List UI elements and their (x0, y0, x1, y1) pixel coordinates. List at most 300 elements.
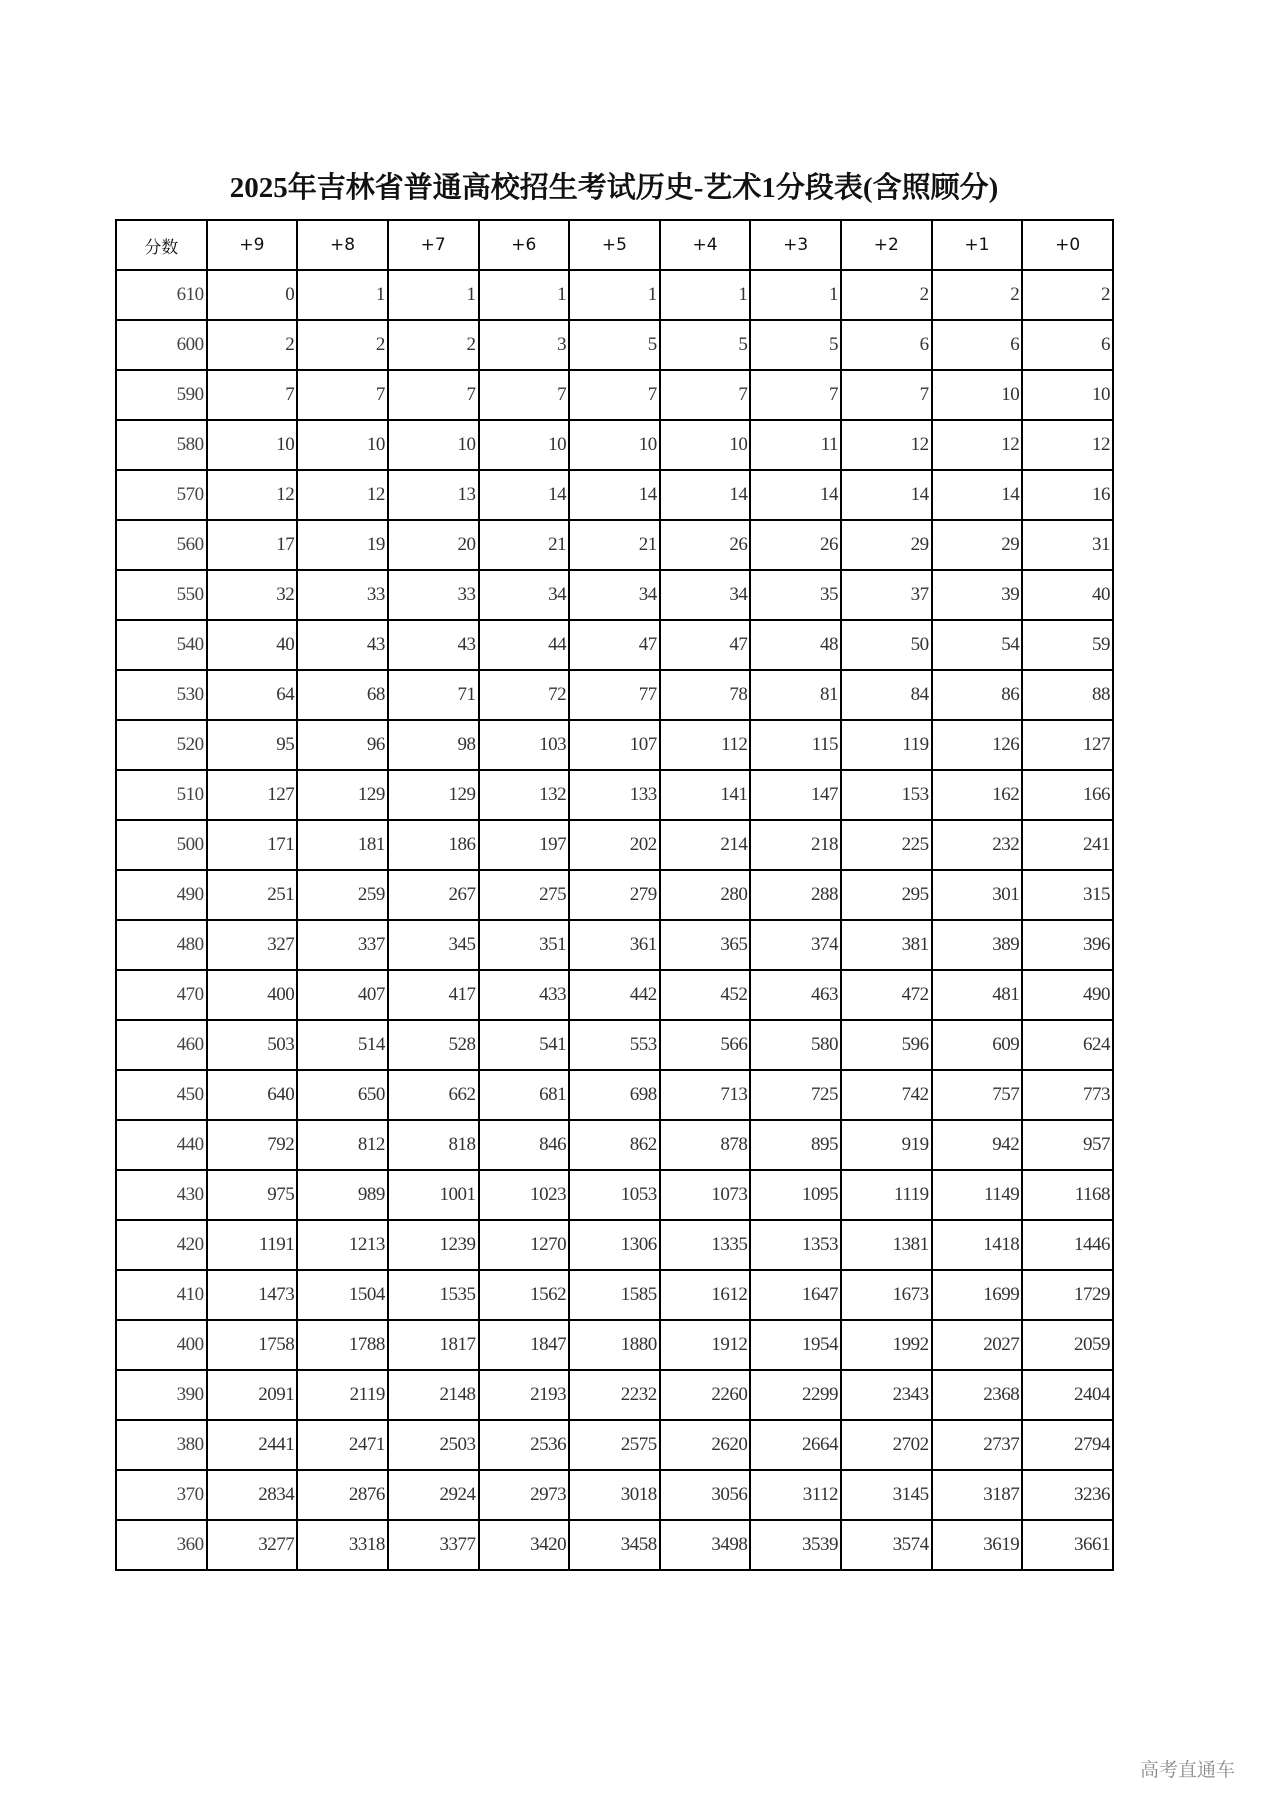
table-row (116, 270, 1113, 320)
cumulative-count-cell: 33 (297, 570, 388, 620)
cumulative-count-cell: 232 (932, 820, 1023, 870)
cumulative-count-cell: 1699 (932, 1270, 1023, 1320)
score-cell: 390 (116, 1370, 207, 1420)
cumulative-count-cell: 133 (569, 770, 660, 820)
cumulative-count-cell: 14 (479, 470, 570, 520)
cumulative-count-cell: 34 (660, 570, 751, 620)
score-cell: 450 (116, 1070, 207, 1120)
table-row (116, 670, 1113, 720)
score-cell: 600 (116, 320, 207, 370)
cumulative-count-cell: 389 (932, 920, 1023, 970)
cumulative-count-cell: 2027 (932, 1320, 1023, 1370)
watermark-text: 高考直通车 (1140, 1759, 1236, 1781)
cumulative-count-cell: 452 (660, 970, 751, 1020)
cumulative-count-cell: 1585 (569, 1270, 660, 1320)
cumulative-count-cell: 2 (841, 270, 932, 320)
cumulative-count-cell: 126 (932, 720, 1023, 770)
cumulative-count-cell: 78 (660, 670, 751, 720)
cumulative-count-cell: 1073 (660, 1170, 751, 1220)
cumulative-count-cell: 1647 (750, 1270, 841, 1320)
cumulative-count-cell: 129 (297, 770, 388, 820)
cumulative-count-cell: 3661 (1022, 1520, 1113, 1570)
cumulative-count-cell: 1 (569, 270, 660, 320)
cumulative-count-cell: 275 (479, 870, 570, 920)
cumulative-count-cell: 20 (388, 520, 479, 570)
cumulative-count-cell: 5 (569, 320, 660, 370)
score-cell: 560 (116, 520, 207, 570)
cumulative-count-cell: 374 (750, 920, 841, 970)
score-cell: 570 (116, 470, 207, 520)
cumulative-count-cell: 2876 (297, 1470, 388, 1520)
cumulative-count-cell: 1353 (750, 1220, 841, 1270)
cumulative-count-cell: 1504 (297, 1270, 388, 1320)
cumulative-count-cell: 407 (297, 970, 388, 1020)
cumulative-count-cell: 1119 (841, 1170, 932, 1220)
cumulative-count-cell: 2260 (660, 1370, 751, 1420)
score-cell: 590 (116, 370, 207, 420)
cumulative-count-cell: 39 (932, 570, 1023, 620)
cumulative-count-cell: 7 (750, 370, 841, 420)
cumulative-count-cell: 3112 (750, 1470, 841, 1520)
cumulative-count-cell: 1788 (297, 1320, 388, 1370)
cumulative-count-cell: 942 (932, 1120, 1023, 1170)
table-row (116, 1170, 1113, 1220)
table-row (116, 420, 1113, 470)
table-row (116, 1220, 1113, 1270)
score-cell: 490 (116, 870, 207, 920)
cumulative-count-cell: 59 (1022, 620, 1113, 670)
cumulative-count-cell: 7 (388, 370, 479, 420)
cumulative-count-cell: 2 (207, 320, 298, 370)
cumulative-count-cell: 2299 (750, 1370, 841, 1420)
cumulative-count-cell: 1446 (1022, 1220, 1113, 1270)
cumulative-count-cell: 541 (479, 1020, 570, 1070)
cumulative-count-cell: 33 (388, 570, 479, 620)
cumulative-count-cell: 12 (932, 420, 1023, 470)
cumulative-count-cell: 490 (1022, 970, 1113, 1020)
cumulative-count-cell: 580 (750, 1020, 841, 1070)
table-row (116, 1320, 1113, 1370)
cumulative-count-cell: 792 (207, 1120, 298, 1170)
cumulative-count-cell: 1612 (660, 1270, 751, 1320)
cumulative-count-cell: 3377 (388, 1520, 479, 1570)
score-cell: 370 (116, 1470, 207, 1520)
cumulative-count-cell: 64 (207, 670, 298, 720)
cumulative-count-cell: 14 (841, 470, 932, 520)
cumulative-count-cell: 957 (1022, 1120, 1113, 1170)
cumulative-count-cell: 2059 (1022, 1320, 1113, 1370)
cumulative-count-cell: 1270 (479, 1220, 570, 1270)
cumulative-count-cell: 1001 (388, 1170, 479, 1220)
cumulative-count-cell: 503 (207, 1020, 298, 1070)
score-cell: 550 (116, 570, 207, 620)
cumulative-count-cell: 1053 (569, 1170, 660, 1220)
cumulative-count-cell: 2620 (660, 1420, 751, 1470)
cumulative-count-cell: 1992 (841, 1320, 932, 1370)
cumulative-count-cell: 640 (207, 1070, 298, 1120)
cumulative-count-cell: 10 (297, 420, 388, 470)
cumulative-count-cell: 1817 (388, 1320, 479, 1370)
cumulative-count-cell: 2471 (297, 1420, 388, 1470)
table-row (116, 820, 1113, 870)
cumulative-count-cell: 3145 (841, 1470, 932, 1520)
cumulative-count-cell: 12 (841, 420, 932, 470)
cumulative-count-cell: 16 (1022, 470, 1113, 520)
cumulative-count-cell: 132 (479, 770, 570, 820)
table-row (116, 970, 1113, 1020)
cumulative-count-cell: 725 (750, 1070, 841, 1120)
cumulative-count-cell: 365 (660, 920, 751, 970)
cumulative-count-cell: 29 (932, 520, 1023, 570)
cumulative-count-cell: 44 (479, 620, 570, 670)
cumulative-count-cell: 181 (297, 820, 388, 870)
cumulative-count-cell: 463 (750, 970, 841, 1020)
cumulative-count-cell: 1562 (479, 1270, 570, 1320)
cumulative-count-cell: 162 (932, 770, 1023, 820)
cumulative-count-cell: 2536 (479, 1420, 570, 1470)
cumulative-count-cell: 103 (479, 720, 570, 770)
table-row (116, 320, 1113, 370)
table-row (116, 920, 1113, 970)
cumulative-count-cell: 2503 (388, 1420, 479, 1470)
cumulative-count-cell: 68 (297, 670, 388, 720)
cumulative-count-cell: 846 (479, 1120, 570, 1170)
cumulative-count-cell: 40 (207, 620, 298, 670)
cumulative-count-cell: 818 (388, 1120, 479, 1170)
cumulative-count-cell: 1095 (750, 1170, 841, 1220)
cumulative-count-cell: 40 (1022, 570, 1113, 620)
cumulative-count-cell: 259 (297, 870, 388, 920)
cumulative-count-cell: 12 (207, 470, 298, 520)
cumulative-count-cell: 2343 (841, 1370, 932, 1420)
cumulative-count-cell: 650 (297, 1070, 388, 1120)
cumulative-count-cell: 2664 (750, 1420, 841, 1470)
cumulative-count-cell: 345 (388, 920, 479, 970)
cumulative-count-cell: 7 (479, 370, 570, 420)
cumulative-count-cell: 10 (569, 420, 660, 470)
cumulative-count-cell: 47 (660, 620, 751, 670)
cumulative-count-cell: 553 (569, 1020, 660, 1070)
cumulative-count-cell: 566 (660, 1020, 751, 1070)
cumulative-count-cell: 32 (207, 570, 298, 620)
cumulative-count-cell: 812 (297, 1120, 388, 1170)
cumulative-count-cell: 2404 (1022, 1370, 1113, 1420)
cumulative-count-cell: 1880 (569, 1320, 660, 1370)
cumulative-count-cell: 72 (479, 670, 570, 720)
cumulative-count-cell: 1381 (841, 1220, 932, 1270)
column-header-offset: +5 (569, 220, 660, 270)
column-header-offset: +9 (207, 220, 298, 270)
score-cell: 510 (116, 770, 207, 820)
cumulative-count-cell: 129 (388, 770, 479, 820)
cumulative-count-cell: 7 (207, 370, 298, 420)
cumulative-count-cell: 862 (569, 1120, 660, 1170)
cumulative-count-cell: 14 (660, 470, 751, 520)
cumulative-count-cell: 14 (569, 470, 660, 520)
cumulative-count-cell: 34 (479, 570, 570, 620)
cumulative-count-cell: 47 (569, 620, 660, 670)
cumulative-count-cell: 48 (750, 620, 841, 670)
cumulative-count-cell: 241 (1022, 820, 1113, 870)
column-header-offset: +1 (932, 220, 1023, 270)
cumulative-count-cell: 127 (207, 770, 298, 820)
cumulative-count-cell: 472 (841, 970, 932, 1020)
cumulative-count-cell: 742 (841, 1070, 932, 1120)
score-cell: 480 (116, 920, 207, 970)
cumulative-count-cell: 514 (297, 1020, 388, 1070)
cumulative-count-cell: 12 (1022, 420, 1113, 470)
cumulative-count-cell: 29 (841, 520, 932, 570)
cumulative-count-cell: 481 (932, 970, 1023, 1020)
cumulative-count-cell: 2575 (569, 1420, 660, 1470)
column-header-offset: +2 (841, 220, 932, 270)
score-cell: 430 (116, 1170, 207, 1220)
cumulative-count-cell: 1213 (297, 1220, 388, 1270)
cumulative-count-cell: 10 (207, 420, 298, 470)
cumulative-count-cell: 10 (479, 420, 570, 470)
cumulative-count-cell: 2834 (207, 1470, 298, 1520)
score-cell: 440 (116, 1120, 207, 1170)
cumulative-count-cell: 1912 (660, 1320, 751, 1370)
cumulative-count-cell: 315 (1022, 870, 1113, 920)
cumulative-count-cell: 681 (479, 1070, 570, 1120)
cumulative-count-cell: 7 (841, 370, 932, 420)
cumulative-count-cell: 37 (841, 570, 932, 620)
cumulative-count-cell: 1023 (479, 1170, 570, 1220)
cumulative-count-cell: 337 (297, 920, 388, 970)
cumulative-count-cell: 141 (660, 770, 751, 820)
cumulative-count-cell: 43 (297, 620, 388, 670)
cumulative-count-cell: 895 (750, 1120, 841, 1170)
score-cell: 540 (116, 620, 207, 670)
cumulative-count-cell: 88 (1022, 670, 1113, 720)
cumulative-count-cell: 34 (569, 570, 660, 620)
cumulative-count-cell: 26 (750, 520, 841, 570)
table-row (116, 570, 1113, 620)
cumulative-count-cell: 267 (388, 870, 479, 920)
cumulative-count-cell: 2 (388, 320, 479, 370)
cumulative-count-cell: 35 (750, 570, 841, 620)
cumulative-count-cell: 1729 (1022, 1270, 1113, 1320)
score-cell: 410 (116, 1270, 207, 1320)
cumulative-count-cell: 5 (750, 320, 841, 370)
column-header-offset: +3 (750, 220, 841, 270)
cumulative-count-cell: 3236 (1022, 1470, 1113, 1520)
table-body (116, 270, 1113, 1570)
column-header-offset: +6 (479, 220, 570, 270)
cumulative-count-cell: 26 (660, 520, 751, 570)
cumulative-count-cell: 6 (932, 320, 1023, 370)
cumulative-count-cell: 166 (1022, 770, 1113, 820)
cumulative-count-cell: 95 (207, 720, 298, 770)
cumulative-count-cell: 2232 (569, 1370, 660, 1420)
cumulative-count-cell: 10 (660, 420, 751, 470)
cumulative-count-cell: 327 (207, 920, 298, 970)
cumulative-count-cell: 12 (297, 470, 388, 520)
cumulative-count-cell: 2441 (207, 1420, 298, 1470)
column-header-score: 分数 (116, 220, 207, 270)
score-cell: 500 (116, 820, 207, 870)
cumulative-count-cell: 21 (479, 520, 570, 570)
cumulative-count-cell: 989 (297, 1170, 388, 1220)
table-row (116, 1470, 1113, 1520)
score-cell: 470 (116, 970, 207, 1020)
cumulative-count-cell: 1 (750, 270, 841, 320)
cumulative-count-cell: 98 (388, 720, 479, 770)
cumulative-count-cell: 77 (569, 670, 660, 720)
cumulative-count-cell: 10 (1022, 370, 1113, 420)
cumulative-count-cell: 5 (660, 320, 751, 370)
table-row (116, 1120, 1113, 1170)
cumulative-count-cell: 0 (207, 270, 298, 320)
cumulative-count-cell: 2973 (479, 1470, 570, 1520)
cumulative-count-cell: 280 (660, 870, 751, 920)
column-header-offset: +0 (1022, 220, 1113, 270)
cumulative-count-cell: 214 (660, 820, 751, 870)
cumulative-count-cell: 112 (660, 720, 751, 770)
header-row (116, 220, 1113, 270)
cumulative-count-cell: 3187 (932, 1470, 1023, 1520)
cumulative-count-cell: 2119 (297, 1370, 388, 1420)
document-title: 2025年吉林省普通高校招生考试历史-艺术1分段表(含照顾分) (229, 172, 999, 204)
cumulative-count-cell: 197 (479, 820, 570, 870)
cumulative-count-cell: 3018 (569, 1470, 660, 1520)
cumulative-count-cell: 351 (479, 920, 570, 970)
cumulative-count-cell: 1168 (1022, 1170, 1113, 1220)
cumulative-count-cell: 396 (1022, 920, 1113, 970)
cumulative-count-cell: 295 (841, 870, 932, 920)
cumulative-count-cell: 96 (297, 720, 388, 770)
cumulative-count-cell: 119 (841, 720, 932, 770)
score-cell: 530 (116, 670, 207, 720)
score-cell: 420 (116, 1220, 207, 1270)
score-distribution-table (115, 219, 1114, 1571)
table-row (116, 620, 1113, 670)
cumulative-count-cell: 225 (841, 820, 932, 870)
table-row (116, 1070, 1113, 1120)
cumulative-count-cell: 698 (569, 1070, 660, 1120)
cumulative-count-cell: 1418 (932, 1220, 1023, 1270)
cumulative-count-cell: 3539 (750, 1520, 841, 1570)
score-cell: 610 (116, 270, 207, 320)
cumulative-count-cell: 21 (569, 520, 660, 570)
cumulative-count-cell: 1473 (207, 1270, 298, 1320)
cumulative-count-cell: 3498 (660, 1520, 751, 1570)
column-header-offset: +4 (660, 220, 751, 270)
cumulative-count-cell: 713 (660, 1070, 751, 1120)
cumulative-count-cell: 442 (569, 970, 660, 1020)
cumulative-count-cell: 975 (207, 1170, 298, 1220)
cumulative-count-cell: 1 (479, 270, 570, 320)
table-row (116, 1270, 1113, 1320)
cumulative-count-cell: 3 (479, 320, 570, 370)
cumulative-count-cell: 528 (388, 1020, 479, 1070)
cumulative-count-cell: 107 (569, 720, 660, 770)
cumulative-count-cell: 3420 (479, 1520, 570, 1570)
cumulative-count-cell: 147 (750, 770, 841, 820)
cumulative-count-cell: 1306 (569, 1220, 660, 1270)
cumulative-count-cell: 1335 (660, 1220, 751, 1270)
cumulative-count-cell: 2702 (841, 1420, 932, 1470)
cumulative-count-cell: 2 (932, 270, 1023, 320)
cumulative-count-cell: 301 (932, 870, 1023, 920)
table-row (116, 720, 1113, 770)
cumulative-count-cell: 3318 (297, 1520, 388, 1570)
score-cell: 520 (116, 720, 207, 770)
cumulative-count-cell: 11 (750, 420, 841, 470)
cumulative-count-cell: 2794 (1022, 1420, 1113, 1470)
cumulative-count-cell: 17 (207, 520, 298, 570)
cumulative-count-cell: 2 (1022, 270, 1113, 320)
cumulative-count-cell: 1758 (207, 1320, 298, 1370)
cumulative-count-cell: 2193 (479, 1370, 570, 1420)
cumulative-count-cell: 31 (1022, 520, 1113, 570)
cumulative-count-cell: 624 (1022, 1020, 1113, 1070)
table-row (116, 1420, 1113, 1470)
table-row (116, 870, 1113, 920)
cumulative-count-cell: 1673 (841, 1270, 932, 1320)
cumulative-count-cell: 218 (750, 820, 841, 870)
table-row (116, 1520, 1113, 1570)
cumulative-count-cell: 1847 (479, 1320, 570, 1370)
column-header-offset: +7 (388, 220, 479, 270)
cumulative-count-cell: 2 (297, 320, 388, 370)
table-row (116, 1020, 1113, 1070)
cumulative-count-cell: 1149 (932, 1170, 1023, 1220)
cumulative-count-cell: 127 (1022, 720, 1113, 770)
cumulative-count-cell: 417 (388, 970, 479, 1020)
cumulative-count-cell: 14 (750, 470, 841, 520)
cumulative-count-cell: 288 (750, 870, 841, 920)
table-row (116, 370, 1113, 420)
cumulative-count-cell: 919 (841, 1120, 932, 1170)
cumulative-count-cell: 3619 (932, 1520, 1023, 1570)
score-cell: 380 (116, 1420, 207, 1470)
cumulative-count-cell: 1239 (388, 1220, 479, 1270)
score-cell: 580 (116, 420, 207, 470)
cumulative-count-cell: 171 (207, 820, 298, 870)
cumulative-count-cell: 2148 (388, 1370, 479, 1420)
score-cell: 360 (116, 1520, 207, 1570)
cumulative-count-cell: 6 (841, 320, 932, 370)
cumulative-count-cell: 757 (932, 1070, 1023, 1120)
cumulative-count-cell: 361 (569, 920, 660, 970)
cumulative-count-cell: 186 (388, 820, 479, 870)
cumulative-count-cell: 2091 (207, 1370, 298, 1420)
cumulative-count-cell: 202 (569, 820, 660, 870)
score-cell: 460 (116, 1020, 207, 1070)
cumulative-count-cell: 1191 (207, 1220, 298, 1270)
cumulative-count-cell: 2737 (932, 1420, 1023, 1470)
cumulative-count-cell: 86 (932, 670, 1023, 720)
cumulative-count-cell: 773 (1022, 1070, 1113, 1120)
cumulative-count-cell: 596 (841, 1020, 932, 1070)
cumulative-count-cell: 14 (932, 470, 1023, 520)
cumulative-count-cell: 115 (750, 720, 841, 770)
cumulative-count-cell: 19 (297, 520, 388, 570)
cumulative-count-cell: 71 (388, 670, 479, 720)
cumulative-count-cell: 400 (207, 970, 298, 1020)
cumulative-count-cell: 2368 (932, 1370, 1023, 1420)
cumulative-count-cell: 609 (932, 1020, 1023, 1070)
cumulative-count-cell: 3574 (841, 1520, 932, 1570)
cumulative-count-cell: 84 (841, 670, 932, 720)
cumulative-count-cell: 54 (932, 620, 1023, 670)
cumulative-count-cell: 662 (388, 1070, 479, 1120)
cumulative-count-cell: 7 (297, 370, 388, 420)
column-header-offset: +8 (297, 220, 388, 270)
cumulative-count-cell: 878 (660, 1120, 751, 1170)
